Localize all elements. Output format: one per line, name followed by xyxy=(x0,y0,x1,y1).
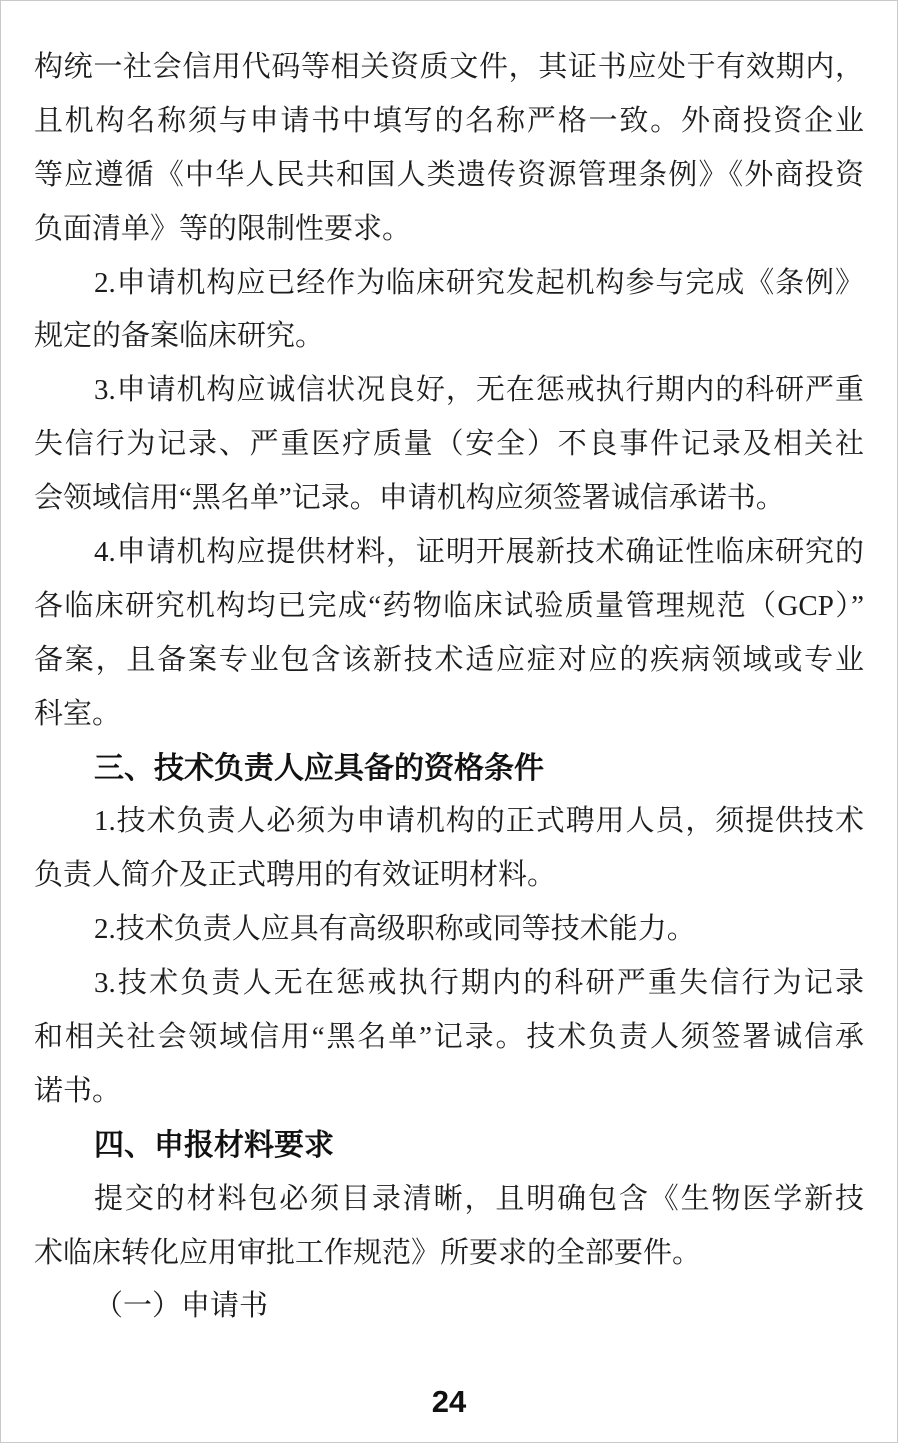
text-line: 诺书。 xyxy=(34,1074,122,1107)
text-line: 等应遵循《中华人民共和国人类遗传资源管理条例》《外商投资 xyxy=(34,158,864,191)
text-line: 3.技术负责人无在惩戒执行期内的科研严重失信行为记录 xyxy=(94,967,864,1000)
section-heading: 三、技术负责人应具备的资格条件 xyxy=(94,751,544,785)
text-line: 规定的备案临床研究。 xyxy=(34,320,325,353)
text-line: 科室。 xyxy=(34,697,122,730)
text-line: 3.申请机构应诚信状况良好，无在惩戒执行期内的科研严重 xyxy=(94,374,864,407)
text-line: 失信行为记录、严重医疗质量（安全）不良事件记录及相关社 xyxy=(34,428,864,461)
text-line: 和相关社会领域信用“黑名单”记录。技术负责人须签署诚信承 xyxy=(34,1021,864,1054)
section-heading: 四、申报材料要求 xyxy=(94,1128,334,1162)
page-body xyxy=(34,41,864,1334)
text-line: 负面清单》等的限制性要求。 xyxy=(34,212,412,245)
page-number: 24 xyxy=(431,1384,467,1419)
text-line: 提交的材料包必须目录清晰，且明确包含《生物医学新技 xyxy=(94,1182,864,1215)
text-line: 会领域信用“黑名单”记录。申请机构应须签署诚信承诺书。 xyxy=(34,482,785,515)
text-line: 2.技术负责人应具有高级职称或同等技术能力。 xyxy=(94,913,696,946)
text-line: 各临床研究机构均已完成“药物临床试验质量管理规范（GCP）” xyxy=(34,589,864,622)
text-line: 备案，且备案专业包含该新技术适应症对应的疾病领域或专业 xyxy=(34,643,864,676)
text-line: 且机构名称须与申请书中填写的名称严格一致。外商投资企业 xyxy=(34,104,864,137)
text-line: 负责人简介及正式聘用的有效证明材料。 xyxy=(34,859,557,892)
text-line: （一）申请书 xyxy=(94,1290,269,1323)
text-line: 2.申请机构应已经作为临床研究发起机构参与完成《条例》 xyxy=(94,266,864,299)
text-line: 术临床转化应用审批工作规范》所要求的全部要件。 xyxy=(34,1236,702,1269)
text-line: 1.技术负责人必须为申请机构的正式聘用人员，须提供技术 xyxy=(94,805,864,838)
text-line: 构统一社会信用代码等相关资质文件，其证书应处于有效期内， xyxy=(34,51,864,83)
text-line: 4.申请机构应提供材料，证明开展新技术确证性临床研究的 xyxy=(94,536,864,569)
